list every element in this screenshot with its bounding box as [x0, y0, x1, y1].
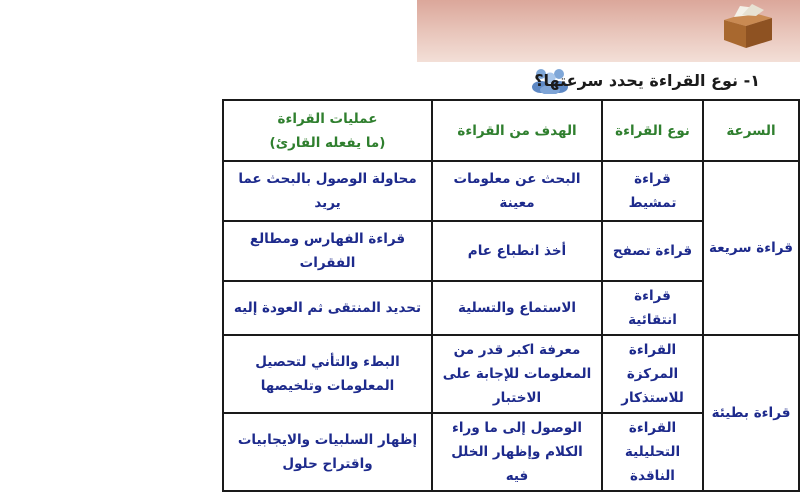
header-operations-line1: عمليات القراءة — [277, 110, 378, 127]
reading-types-table — [222, 99, 800, 492]
operation-cell: محاولة الوصول بالبحث عما يريد — [223, 161, 432, 221]
type-cell: قراءة انتقائية — [602, 281, 703, 335]
question-text: نوع القراءة يحدد سرعتها؟ — [534, 71, 739, 90]
operation-cell: تحديد المنتقى ثم العودة إليه — [223, 281, 432, 335]
question-heading — [534, 68, 760, 94]
question-number: ١- — [743, 71, 760, 90]
type-cell: قراءة تصفح — [602, 221, 703, 281]
speed-fast: قراءة سريعة — [703, 161, 799, 335]
header-type: نوع القراءة — [602, 100, 703, 161]
header-banner — [417, 0, 800, 62]
type-cell: القراءة المركزة للاستذكار — [602, 335, 703, 413]
header-operations — [223, 100, 432, 161]
type-cell: القراءة التحليلية الناقدة — [602, 413, 703, 491]
table-row — [223, 161, 799, 221]
goal-cell: البحث عن معلومات معينة — [432, 161, 602, 221]
table-row — [223, 335, 799, 413]
operation-cell: قراءة الفهارس ومطالع الفقرات — [223, 221, 432, 281]
goal-cell: أخذ انطباع عام — [432, 221, 602, 281]
speed-slow: قراءة بطيئة — [703, 335, 799, 491]
goal-cell: الاستماع والتسلية — [432, 281, 602, 335]
goal-cell: معرفة اكبر قدر من المعلومات للإجابة على الاختبار — [432, 335, 602, 413]
header-speed: السرعة — [703, 100, 799, 161]
type-cell: قراءة تمشيط — [602, 161, 703, 221]
goal-cell: الوصول إلى ما وراء الكلام وإظهار الخلل فيه — [432, 413, 602, 491]
operation-cell: البطء والتأني لتحصيل المعلومات وتلخيصها — [223, 335, 432, 413]
table-header-row — [223, 100, 799, 161]
operation-cell: إظهار السلبيات والايجابيات واقتراح حلول — [223, 413, 432, 491]
header-operations-line2: (ما يفعله القارئ) — [269, 134, 386, 151]
box-icon — [716, 4, 776, 50]
header-goal: الهدف من القراءة — [432, 100, 602, 161]
